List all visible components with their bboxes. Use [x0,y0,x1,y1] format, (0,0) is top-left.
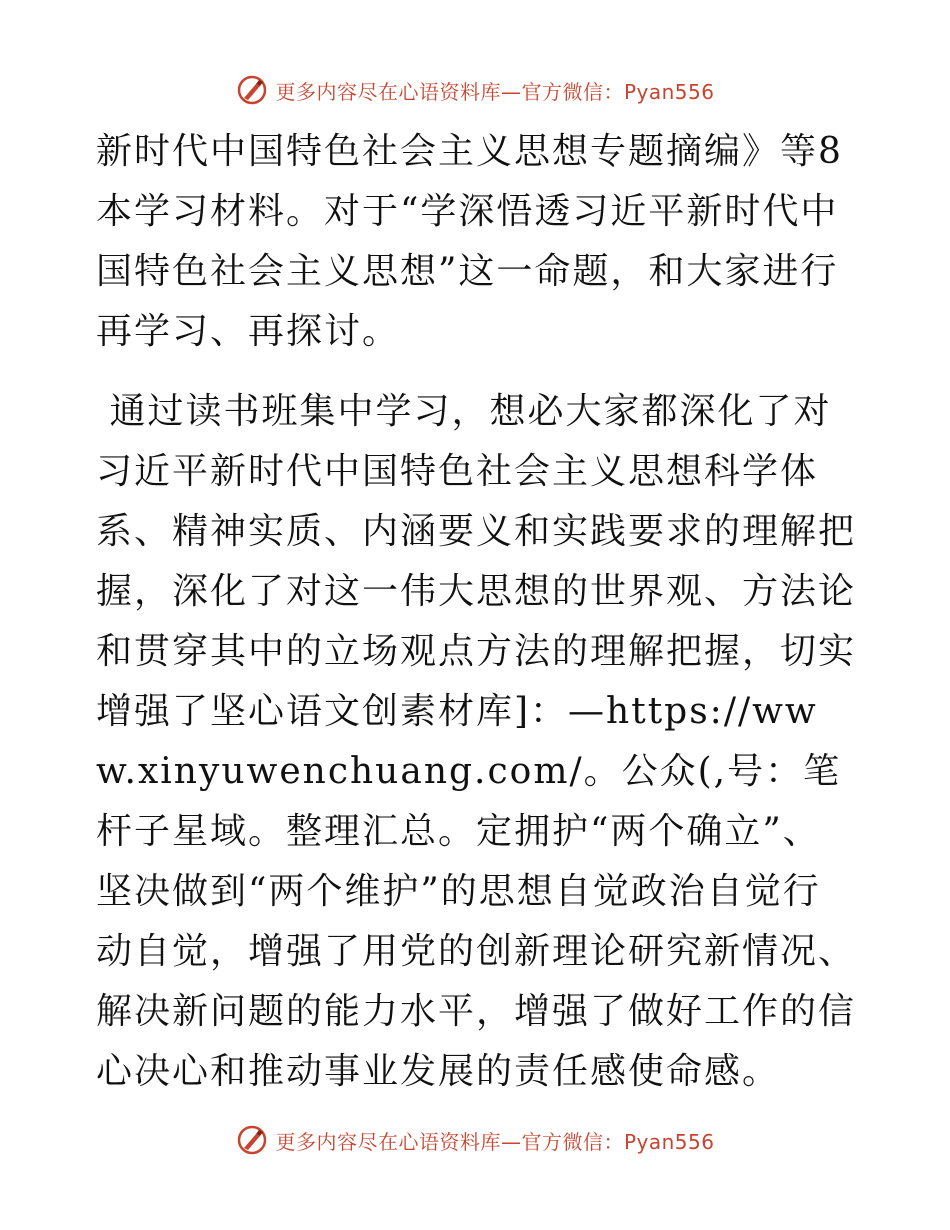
banner-text: 更多内容尽在心语资料库—官方微信：Pyan556 [275,1129,715,1154]
pen-logo-icon [235,73,269,107]
banner-text: 更多内容尽在心语资料库—官方微信：Pyan556 [275,79,715,104]
footer-banner [0,1120,950,1160]
document-body [96,122,856,1102]
pen-logo-icon [235,1123,269,1157]
paragraph: 新时代中国特色社会主义思想专题摘编》等8本学习材料。对于“学深悟透习近平新时代中国特色社会主义思想”这一命题，和大家进行再学习、再探讨。 [96,131,843,352]
paragraph: 通过读书班集中学习，想必大家都深化了对习近平新时代中国特色社会主义思想科学体系、精神实质、内涵要义和实践要求的理解把握，深化了对这一伟大思想的世界观、方法论和贯穿其中的立场观点方法的理解把握，切实增强了坚心语文创素材库]：—https://www.xinyuwenchuang.com/。公众(,号：笔杆子星域。整理汇总。定拥护“两个确立”、坚决做到“两个维护”的思想自觉政治自觉行动自觉，增强了用党的创新理论研究新情况、解决新问题的能力水平，增强了做好工作的信心决心和推动事业发展的责任感使命感。 [96,391,857,1092]
header-banner [0,70,950,110]
